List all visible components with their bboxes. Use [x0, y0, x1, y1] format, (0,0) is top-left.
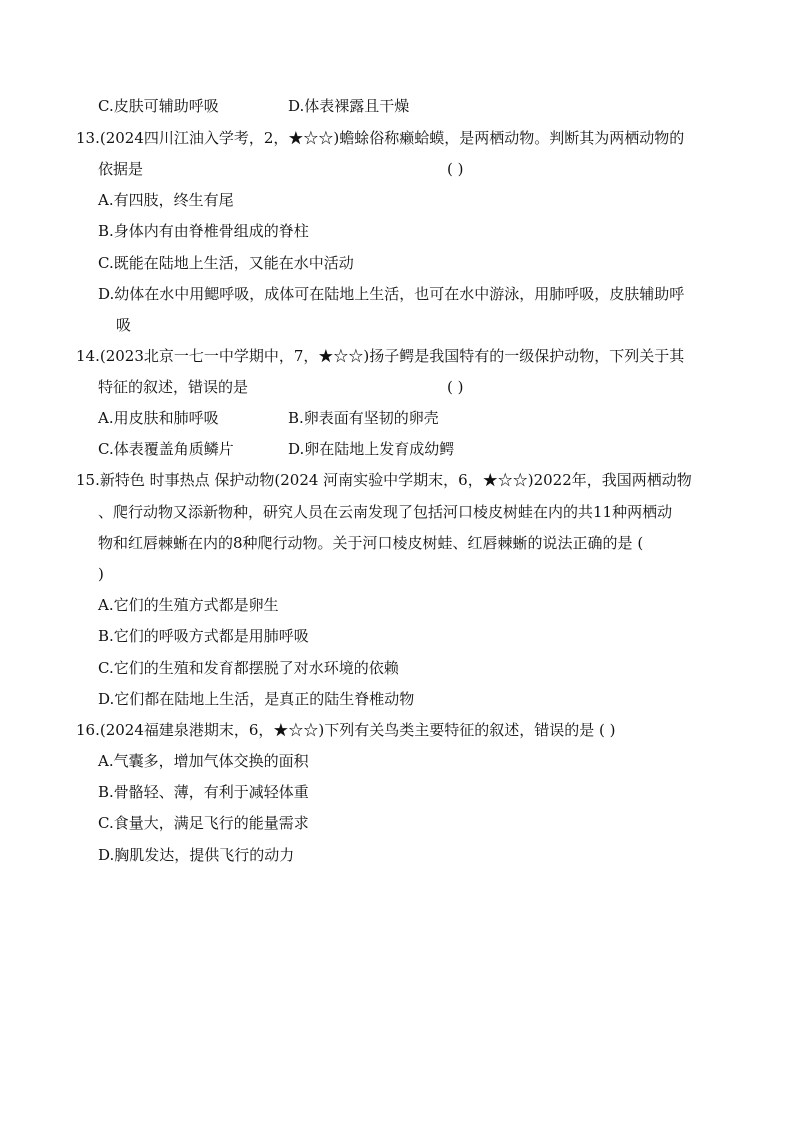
q14-options-ab	[98, 408, 439, 428]
q14-answer-paren: ( )	[447, 378, 464, 396]
q13-option-d-line2: 吸	[116, 316, 132, 334]
q15-option-a: A.它们的生殖方式都是卵生	[98, 596, 279, 614]
q14-stem-line1: 14.(2023北京一七一中学期中，7，★☆☆)扬子鳄是我国特有的一级保护动物，下列关于其	[76, 347, 685, 365]
q13-option-c: C.既能在陆地上生活，又能在水中活动	[98, 254, 354, 272]
q16-stem-line1: 16.(2024福建泉港期末，6，★☆☆)下列有关鸟类主要特征的叙述，错误的是 ( )	[76, 721, 616, 739]
q15-stem-line3: 物和红唇棘蜥在内的8种爬行动物。关于河口棱皮树蛙、红唇棘蜥的说法正确的是 (	[98, 534, 644, 552]
q15-option-b: B.它们的呼吸方式都是用肺呼吸	[98, 627, 309, 645]
q12-option-d: D.体表裸露且干燥	[288, 97, 410, 115]
q16-option-a: A.气囊多，增加气体交换的面积	[98, 752, 309, 770]
q14-option-d: D.卵在陆地上发育成幼鳄	[288, 440, 455, 458]
q15-stem-line4: )	[98, 565, 104, 583]
q16-option-c: C.食量大，满足飞行的能量需求	[98, 814, 309, 832]
q13-stem-line1: 13.(2024四川江油入学考，2，★☆☆)蟾蜍俗称癞蛤蟆，是两栖动物。判断其为两栖动物的	[76, 129, 685, 147]
q13-option-b: B.身体内有由脊椎骨组成的脊柱	[98, 222, 309, 240]
q13-stem-line2: 依据是	[98, 160, 144, 178]
q15-stem-line1: 15.新特色 时事热点 保护动物(2024 河南实验中学期末，6，★☆☆)2022年，我国两栖动物	[76, 471, 692, 489]
q16-option-b: B.骨骼轻、薄，有利于减轻体重	[98, 783, 309, 801]
q13-option-a: A.有四肢，终生有尾	[98, 191, 234, 209]
q12-options-cd	[98, 96, 410, 116]
q13-option-d-line1: D.幼体在水中用鳃呼吸，成体可在陆地上生活，也可在水中游泳，用肺呼吸，皮肤辅助呼	[98, 285, 685, 303]
q15-option-c: C.它们的生殖和发育都摆脱了对水环境的依赖	[98, 659, 399, 677]
q14-option-b: B.卵表面有坚韧的卵壳	[288, 409, 439, 427]
q14-options-cd	[98, 439, 455, 459]
q14-option-c: C.体表覆盖角质鳞片	[98, 440, 234, 458]
q15-option-d: D.它们都在陆地上生活，是真正的陆生脊椎动物	[98, 690, 415, 708]
q14-stem-line2: 特征的叙述，错误的是	[98, 378, 249, 396]
q15-stem-line2: 、爬行动物又添新物种，研究人员在云南发现了包括河口棱皮树蛙在内的共11种两栖动	[98, 503, 673, 521]
q13-answer-paren: ( )	[447, 160, 464, 178]
q14-option-a: A.用皮肤和肺呼吸	[98, 409, 219, 427]
q12-option-c: C.皮肤可辅助呼吸	[98, 97, 219, 115]
q16-option-d: D.胸肌发达，提供飞行的动力	[98, 846, 295, 864]
